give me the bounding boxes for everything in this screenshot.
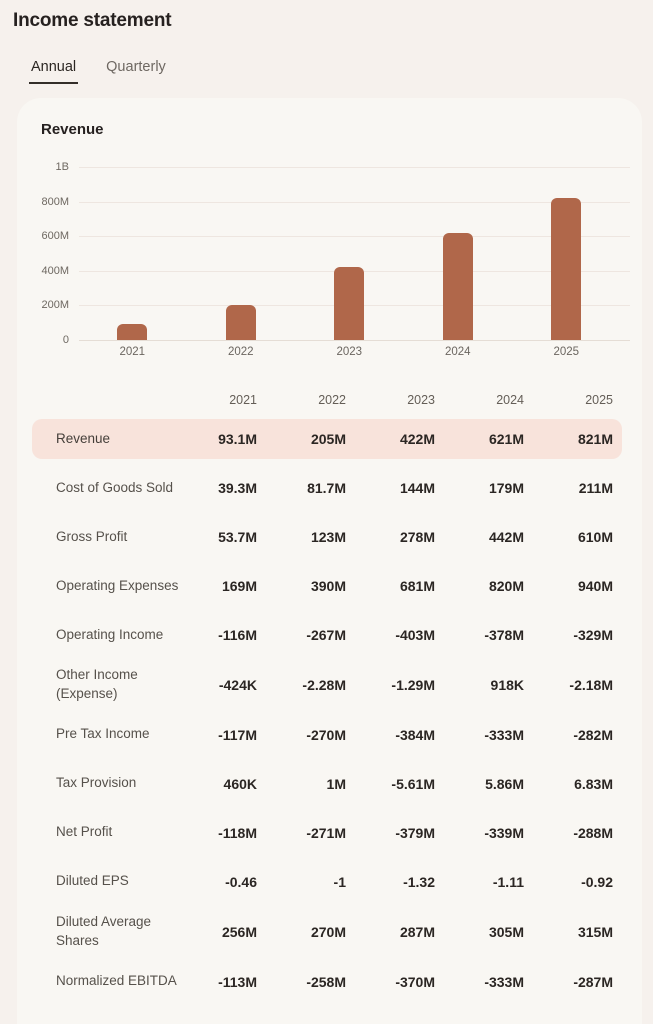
cell-value: -113M: [218, 973, 257, 990]
cell-value: -271M: [306, 824, 346, 841]
cell-value: -270M: [306, 726, 346, 743]
table-row-diluted-eps[interactable]: [32, 862, 622, 902]
cell-value: -288M: [573, 824, 613, 841]
income-table: [32, 385, 622, 1002]
cell-value: -2.28M: [302, 676, 346, 693]
cell-value: 390M: [310, 578, 346, 594]
table-header-row: [32, 385, 622, 415]
cell-value: 422M: [399, 431, 435, 447]
cell-value: -403M: [395, 627, 435, 643]
row-label-text: Diluted Average Shares: [56, 913, 152, 948]
table-row-net-profit[interactable]: [32, 813, 622, 853]
revenue-bar-2023[interactable]: [334, 267, 364, 340]
cell-value: -2.18M: [569, 676, 613, 693]
row-label-text: Net Profit: [56, 824, 113, 840]
cell-value: 144M: [399, 480, 435, 496]
chart-gridline: [79, 236, 630, 237]
cell-value: -378M: [484, 627, 524, 643]
row-label: [40, 430, 168, 449]
cell-value: 211M: [578, 480, 613, 496]
cell-value: -1.11: [492, 873, 524, 890]
cell-value: 940M: [577, 578, 613, 594]
cell-value: 621M: [488, 431, 524, 447]
page-header: [0, 0, 653, 84]
cell-value: -0.92: [581, 873, 613, 890]
cell-value: -384M: [395, 726, 435, 743]
table-row-revenue[interactable]: [32, 419, 622, 459]
chart-gridline: [79, 340, 630, 341]
row-label: [40, 972, 177, 991]
cell-value: 81.7M: [307, 480, 346, 496]
cell-value: -370M: [395, 973, 435, 990]
cell-value: 123M: [310, 529, 346, 545]
cell-value: -1.32: [403, 873, 435, 890]
cell-value: 6.83M: [574, 775, 613, 792]
row-label: [40, 725, 168, 744]
cell-value: 820M: [488, 578, 524, 594]
x-axis-label: 2023: [336, 346, 363, 358]
x-axis-label: 2025: [553, 346, 580, 358]
page-title: Income statement: [13, 10, 172, 31]
row-label-text: Gross Profit: [56, 528, 128, 544]
column-header-2022: 2022: [318, 393, 346, 407]
y-axis-tick-label: 1B: [55, 161, 69, 173]
y-axis-tick-label: 800M: [41, 195, 69, 208]
cell-value: 821M: [577, 431, 613, 447]
table-row-operating-income[interactable]: [32, 615, 622, 655]
chart-gridline: [79, 167, 630, 168]
x-axis-label: 2022: [227, 346, 254, 358]
y-axis-tick-label: 200M: [41, 299, 69, 312]
row-label: [40, 479, 174, 498]
revenue-chart: [17, 145, 642, 360]
cell-value: -116M: [218, 627, 257, 643]
table-row-gross-profit[interactable]: [32, 517, 622, 557]
tab-annual[interactable]: Annual: [29, 59, 78, 84]
y-axis-tick-label: 0: [62, 334, 69, 346]
table-row-operating-expenses[interactable]: [32, 566, 622, 606]
revenue-bar-2024[interactable]: [443, 233, 473, 340]
cell-value: -333M: [484, 973, 524, 990]
table-row-other-income-expense[interactable]: [32, 664, 622, 706]
cell-value: -339M: [484, 824, 524, 841]
column-header-2023: 2023: [407, 393, 435, 407]
y-axis-tick-label: 600M: [41, 230, 69, 243]
y-axis-tick-label: 400M: [41, 264, 69, 277]
cell-value: 39.3M: [218, 480, 257, 496]
cell-value: -1.29M: [391, 676, 435, 693]
cell-value: -5.61M: [391, 775, 435, 792]
cell-value: 610M: [577, 529, 613, 545]
tab-quarterly[interactable]: Quarterly: [106, 59, 166, 75]
cell-value: -282M: [573, 726, 613, 743]
table-row-diluted-average-shares[interactable]: [32, 911, 622, 953]
cell-value: -287M: [573, 973, 613, 990]
row-label: [40, 913, 168, 951]
cell-value: -0.46: [225, 873, 257, 890]
cell-value: -424K: [218, 676, 257, 693]
cell-value: 1M: [326, 775, 346, 792]
row-label-text: Pre Tax Income: [56, 726, 150, 742]
cell-value: 270M: [310, 923, 346, 940]
row-label-text: Diluted EPS: [56, 873, 129, 889]
cell-value: -333M: [484, 726, 524, 743]
chart-gridline: [79, 202, 630, 203]
cell-value: -258M: [306, 973, 346, 990]
column-header-2021: 2021: [229, 393, 257, 407]
cell-value: -1: [333, 873, 346, 890]
cell-value: -117M: [218, 726, 257, 743]
row-label: [40, 577, 179, 596]
row-label-text: Tax Provision: [56, 775, 137, 791]
cell-value: 681M: [399, 578, 435, 594]
table-row-tax-provision[interactable]: [32, 764, 622, 804]
cell-value: -118M: [218, 824, 257, 841]
row-label: [40, 528, 168, 547]
revenue-bar-2021[interactable]: [117, 324, 147, 340]
revenue-bar-2025[interactable]: [551, 198, 581, 340]
revenue-bar-2022[interactable]: [226, 305, 256, 340]
column-header-2025: 2025: [585, 393, 613, 407]
row-label: [40, 872, 168, 891]
cell-value: 278M: [399, 529, 435, 545]
row-label-text: Cost of Goods Sold: [56, 479, 174, 495]
row-label-text: Operating Expenses: [56, 577, 179, 593]
row-label: [40, 823, 168, 842]
row-label-text: Operating Income: [56, 626, 164, 642]
table-row-pre-tax-income[interactable]: [32, 715, 622, 755]
income-statement-card: [17, 98, 642, 1024]
x-axis-label: 2021: [119, 346, 146, 358]
cell-value: -267M: [306, 627, 346, 643]
row-label: [40, 626, 168, 645]
cell-value: 5.86M: [485, 775, 524, 792]
cell-value: 460K: [223, 775, 257, 792]
cell-value: 205M: [310, 431, 346, 447]
cell-value: 442M: [488, 529, 524, 545]
cell-value: 93.1M: [218, 431, 257, 447]
cell-value: 53.7M: [218, 529, 257, 545]
row-label: [40, 666, 168, 704]
row-label-text: Normalized EBITDA: [56, 973, 177, 989]
cell-value: 179M: [488, 480, 524, 496]
table-row-cost-of-goods-sold[interactable]: [32, 468, 622, 508]
row-label: [40, 774, 168, 793]
cell-value: 918K: [490, 676, 524, 693]
cell-value: -379M: [395, 824, 435, 841]
column-header-2024: 2024: [496, 393, 524, 407]
row-label-text: Other Income (Expense): [56, 667, 138, 701]
chart-title: Revenue: [41, 121, 104, 138]
table-row-normalized-ebitda[interactable]: [32, 962, 622, 1002]
period-tabs: [29, 59, 653, 84]
x-axis-label: 2024: [444, 346, 471, 358]
cell-value: 315M: [577, 923, 613, 940]
cell-value: -329M: [573, 627, 613, 643]
cell-value: 305M: [488, 923, 524, 940]
row-label-text: Revenue: [56, 430, 111, 446]
cell-value: 287M: [399, 923, 435, 940]
cell-value: 256M: [221, 923, 257, 940]
cell-value: 169M: [221, 578, 257, 594]
